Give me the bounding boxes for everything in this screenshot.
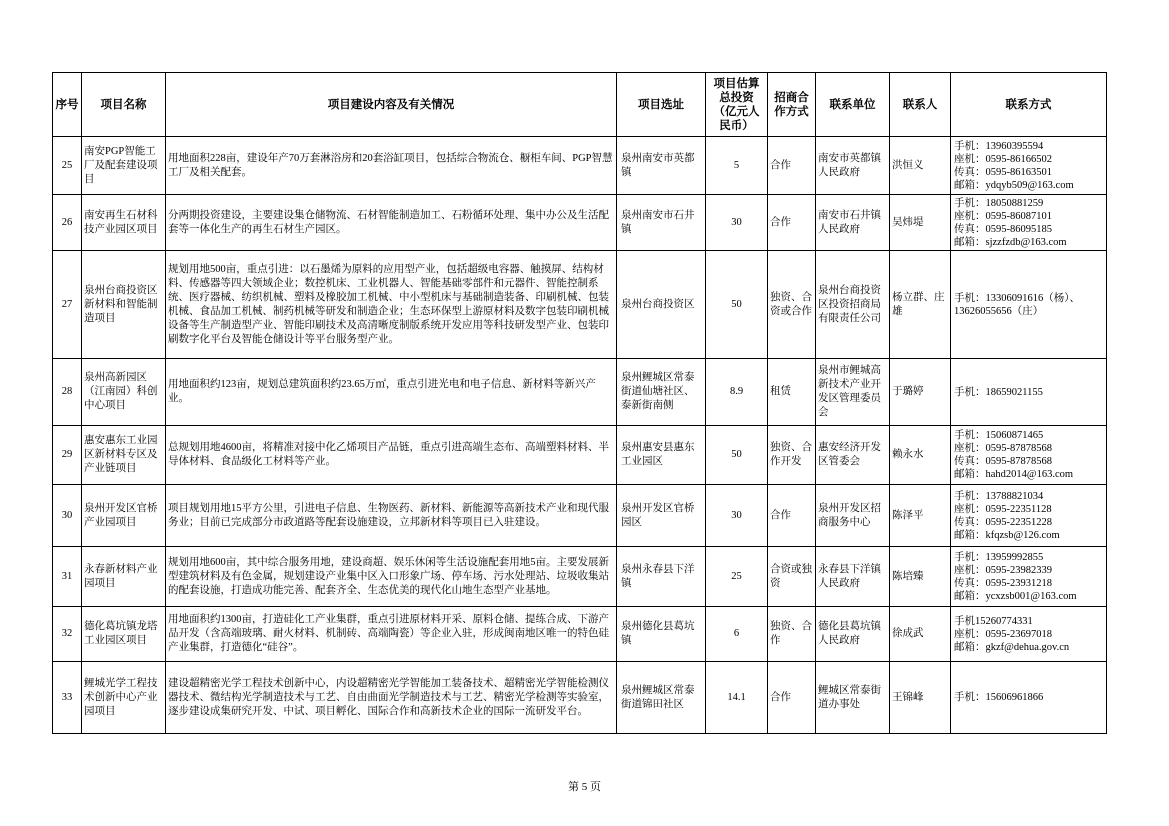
contact-line: 座机：0595-23982339 — [954, 564, 1052, 576]
row-number-cell: 33 — [53, 662, 82, 734]
project-content-cell: 规划用地500亩，重点引进：以石墨烯为原料的应用型产业，包括超级电容器、触摸屏、结构材料、传感器等四大领域企业；数控机床、工业机器人、智能基础零部件和元器件、智能控制系统、医疗器械、纺织机械、塑料及橡胶加工机械、中小型机床与基础制造装备、印刷机械、包装机械、食品加工机械、制药机械等研发和制造企业；生态环保型上游原材料及数字包装印刷机械设备等生产制造型产业、智能印刷技术及高清晰度制版系统开发应用等科技研发型产业、包装印刷数字化平台及智能仓储设计等平台服务型产业。 — [166, 251, 617, 359]
table-row — [53, 662, 1107, 734]
contact-info-cell — [951, 485, 1107, 547]
cooperation-mode-cell: 合作 — [768, 662, 816, 734]
contact-info-cell — [951, 607, 1107, 662]
contact-person-cell: 徐成武 — [890, 607, 951, 662]
contact-info-cell — [951, 662, 1107, 734]
table-row — [53, 137, 1107, 195]
project-content-cell: 用地面积228亩，建设年产70万套淋浴房和20套浴缸项目，包括综合物流仓、橱柜车间、PGP智慧工厂及相关配套。 — [166, 137, 617, 195]
contact-line: 传真：0595-87878568 — [954, 456, 1052, 467]
project-name-cell: 南安PGP智能工厂及配套建设项目 — [82, 137, 166, 195]
cooperation-mode-cell: 合资或独资 — [768, 547, 816, 607]
table-row — [53, 485, 1107, 547]
header-contact-person: 联系人 — [890, 73, 951, 137]
contact-line: 邮箱：gkzf@dehua.gov.cn — [954, 641, 1070, 653]
contact-line: 座机：0595-86087101 — [954, 210, 1052, 222]
investment-cell: 30 — [706, 485, 768, 547]
header-project-content: 项目建设内容及有关情况 — [166, 73, 617, 137]
contact-line: 手机：13959992855 — [954, 551, 1044, 563]
table-header-row — [53, 73, 1107, 137]
header-investment — [706, 73, 768, 137]
project-name-cell: 永春新材料产业园项目 — [82, 547, 166, 607]
investment-cell: 8.9 — [706, 359, 768, 426]
project-name-cell: 泉州开发区官桥产业园项目 — [82, 485, 166, 547]
contact-unit-cell: 泉州台商投资区投资招商局有限责任公司 — [816, 251, 890, 359]
contact-line: 邮箱：hahd2014@163.com — [954, 469, 1074, 480]
contact-info-cell — [951, 547, 1107, 607]
row-number-cell: 27 — [53, 251, 82, 359]
contact-line: 座机：0595-22351128 — [954, 503, 1052, 515]
header-cooperation-mode-label: 招商合作方式 — [774, 91, 809, 118]
contact-line: 传真：0595-86095185 — [954, 223, 1052, 235]
contact-person-cell: 杨立群、庄雄 — [890, 251, 951, 359]
cooperation-mode-cell: 独资、合作 — [768, 607, 816, 662]
contact-line: 邮箱：kfqzsb@126.com — [954, 529, 1060, 541]
row-number-cell: 25 — [53, 137, 82, 195]
contact-unit-cell: 永春县下洋镇人民政府 — [816, 547, 890, 607]
contact-line: 手机：13960395594 — [954, 140, 1044, 152]
project-content-cell: 用地面积约123亩，规划总建筑面积约23.65万㎡，重点引进光电和电子信息、新材料等新兴产业。 — [166, 359, 617, 426]
project-content-cell: 规划用地600亩，其中综合服务用地，建设商超、娱乐休闲等生活设施配套用地5亩。主要发展新型建筑材料及有色金属，规划建设产业集中区入口形象广场、停车场、污水处理站、垃圾收集站的配套设施，打造成功能完善、配套齐全、生态优美的现代化山地生态型产业基地。 — [166, 547, 617, 607]
contact-person-cell: 王锦峰 — [890, 662, 951, 734]
header-cooperation-mode — [768, 73, 816, 137]
location-cell: 泉州南安市石井镇 — [617, 195, 706, 251]
investment-cell: 30 — [706, 195, 768, 251]
investment-cell: 50 — [706, 426, 768, 485]
location-cell: 泉州惠安县惠东工业园区 — [617, 426, 706, 485]
cooperation-mode-cell: 独资、合资或合作 — [768, 251, 816, 359]
contact-unit-cell: 南安市石井镇人民政府 — [816, 195, 890, 251]
contact-person-cell: 陈泽平 — [890, 485, 951, 547]
contact-person-cell: 吴炜堤 — [890, 195, 951, 251]
row-number-cell: 26 — [53, 195, 82, 251]
row-number-cell: 32 — [53, 607, 82, 662]
project-name-cell: 泉州台商投资区新材料和智能制造项目 — [82, 251, 166, 359]
contact-line: 座机：0595-87878568 — [954, 443, 1052, 454]
location-cell: 泉州南安市英都镇 — [617, 137, 706, 195]
contact-unit-cell: 鲤城区常泰街道办事处 — [816, 662, 890, 734]
project-table — [52, 72, 1107, 734]
contact-line: 传真：0595-22351228 — [954, 516, 1052, 528]
contact-line: 手机15260774331 — [954, 615, 1033, 627]
cooperation-mode-cell: 合作 — [768, 137, 816, 195]
row-number-cell: 30 — [53, 485, 82, 547]
contact-line: 手机：18659021155 — [954, 386, 1043, 398]
header-contact-unit: 联系单位 — [816, 73, 890, 137]
contact-info-cell — [951, 251, 1107, 359]
contact-line: 座机：0595-23697018 — [954, 628, 1052, 640]
project-content-cell: 建设超精密光学工程技术创新中心，内设超精密光学智能加工装备技术、超精密光学智能检测仪器技术、微结构光学制造技术与工艺、自由曲面光学制造技术与工艺、精密光学检测等实验室，逐步建设成集研究开发、中试、项目孵化、国际合作和高新技术企业的国际一流研发平台。 — [166, 662, 617, 734]
project-name-cell: 惠安惠东工业园区新材料专区及产业链项目 — [82, 426, 166, 485]
table-row — [53, 359, 1107, 426]
investment-cell: 50 — [706, 251, 768, 359]
contact-line: 邮箱：ycxzsb001@163.com — [954, 590, 1077, 602]
contact-unit-cell: 泉州开发区招商服务中心 — [816, 485, 890, 547]
contact-info-cell — [951, 426, 1107, 485]
project-name-cell: 德化葛坑镇龙塔工业园区项目 — [82, 607, 166, 662]
contact-line: 手机：13788821034 — [954, 490, 1044, 502]
project-content-cell: 总规划用地4600亩，将精准对接中化乙烯项目产品链，重点引进高端生态布、高端塑料材料、半导体材料、食品级化工材料等产业。 — [166, 426, 617, 485]
header-no: 序号 — [53, 73, 82, 137]
investment-cell: 5 — [706, 137, 768, 195]
contact-line: 手机：15060871465 — [954, 430, 1044, 441]
table-row — [53, 547, 1107, 607]
contact-line: 手机：13306091616（杨）、13626055656（庄） — [954, 292, 1080, 317]
header-location: 项目选址 — [617, 73, 706, 137]
cooperation-mode-cell: 租赁 — [768, 359, 816, 426]
contact-unit-cell: 泉州市鲤城高新技术产业开发区管理委员会 — [816, 359, 890, 426]
row-number-cell: 31 — [53, 547, 82, 607]
contact-unit-cell: 惠安经济开发区管委会 — [816, 426, 890, 485]
investment-cell: 6 — [706, 607, 768, 662]
location-cell: 泉州永春县下洋镇 — [617, 547, 706, 607]
page-number: 第 5 页 — [568, 781, 601, 793]
contact-info-cell — [951, 359, 1107, 426]
contact-line: 邮箱：ydqyb509@163.com — [954, 179, 1074, 191]
header-project-name: 项目名称 — [82, 73, 166, 137]
contact-line: 手机：18050881259 — [954, 197, 1044, 209]
cooperation-mode-cell: 合作 — [768, 195, 816, 251]
contact-info-cell — [951, 195, 1107, 251]
header-investment-label: 项目估算总投资（亿元人民币） — [713, 77, 760, 132]
location-cell: 泉州开发区官桥园区 — [617, 485, 706, 547]
project-content-cell: 用地面积约1300亩，打造硅化工产业集群，重点引进原材料开采、原料仓储、提练合成、下游产品开发（含高端玻璃、耐火材料、机制砖、高端陶瓷）等企业入驻，形成闽南地区唯一的特色硅产业集群，打造德化“硅谷”。 — [166, 607, 617, 662]
project-name-cell: 鲤城光学工程技术创新中心产业园项目 — [82, 662, 166, 734]
contact-person-cell: 赖永水 — [890, 426, 951, 485]
project-content-cell: 项目规划用地15平方公里，引进电子信息、生物医药、新材料、新能源等高新技术产业和现代服务业；目前已完成部分市政道路等配套设施建设，立邦新材料等项目已入驻建设。 — [166, 485, 617, 547]
table-row — [53, 607, 1107, 662]
contact-unit-cell: 南安市英都镇人民政府 — [816, 137, 890, 195]
location-cell: 泉州德化县葛坑镇 — [617, 607, 706, 662]
contact-line: 邮箱：sjzzfzdb@163.com — [954, 236, 1067, 248]
investment-cell: 25 — [706, 547, 768, 607]
location-cell: 泉州台商投资区 — [617, 251, 706, 359]
cooperation-mode-cell: 合作 — [768, 485, 816, 547]
location-cell: 泉州鲤城区常泰街道锦田社区 — [617, 662, 706, 734]
contact-person-cell: 洪恒义 — [890, 137, 951, 195]
header-contact-info: 联系方式 — [951, 73, 1107, 137]
contact-person-cell: 陈培臻 — [890, 547, 951, 607]
contact-info-cell — [951, 137, 1107, 195]
row-number-cell: 29 — [53, 426, 82, 485]
table-row — [53, 251, 1107, 359]
table-row — [53, 195, 1107, 251]
project-name-cell: 泉州高新园区（江南园）科创中心项目 — [82, 359, 166, 426]
contact-line: 传真：0595-23931218 — [954, 577, 1052, 589]
contact-line: 座机：0595-86166502 — [954, 153, 1052, 165]
contact-unit-cell: 德化县葛坑镇人民政府 — [816, 607, 890, 662]
table-row — [53, 426, 1107, 485]
contact-person-cell: 于璐婷 — [890, 359, 951, 426]
project-name-cell: 南安再生石材科技产业园区项目 — [82, 195, 166, 251]
investment-cell: 14.1 — [706, 662, 768, 734]
row-number-cell: 28 — [53, 359, 82, 426]
contact-line: 手机：15606961866 — [954, 692, 1044, 703]
project-content-cell: 分两期投资建设，主要建设集仓储物流、石材智能制造加工、石粉循环处理、集中办公及生活配套等一体化生产的再生石材生产园区。 — [166, 195, 617, 251]
cooperation-mode-cell: 独资、合作开发 — [768, 426, 816, 485]
location-cell: 泉州鲤城区常泰街道仙塘社区、泰新街南侧 — [617, 359, 706, 426]
contact-line: 传真：0595-86163501 — [954, 166, 1052, 178]
